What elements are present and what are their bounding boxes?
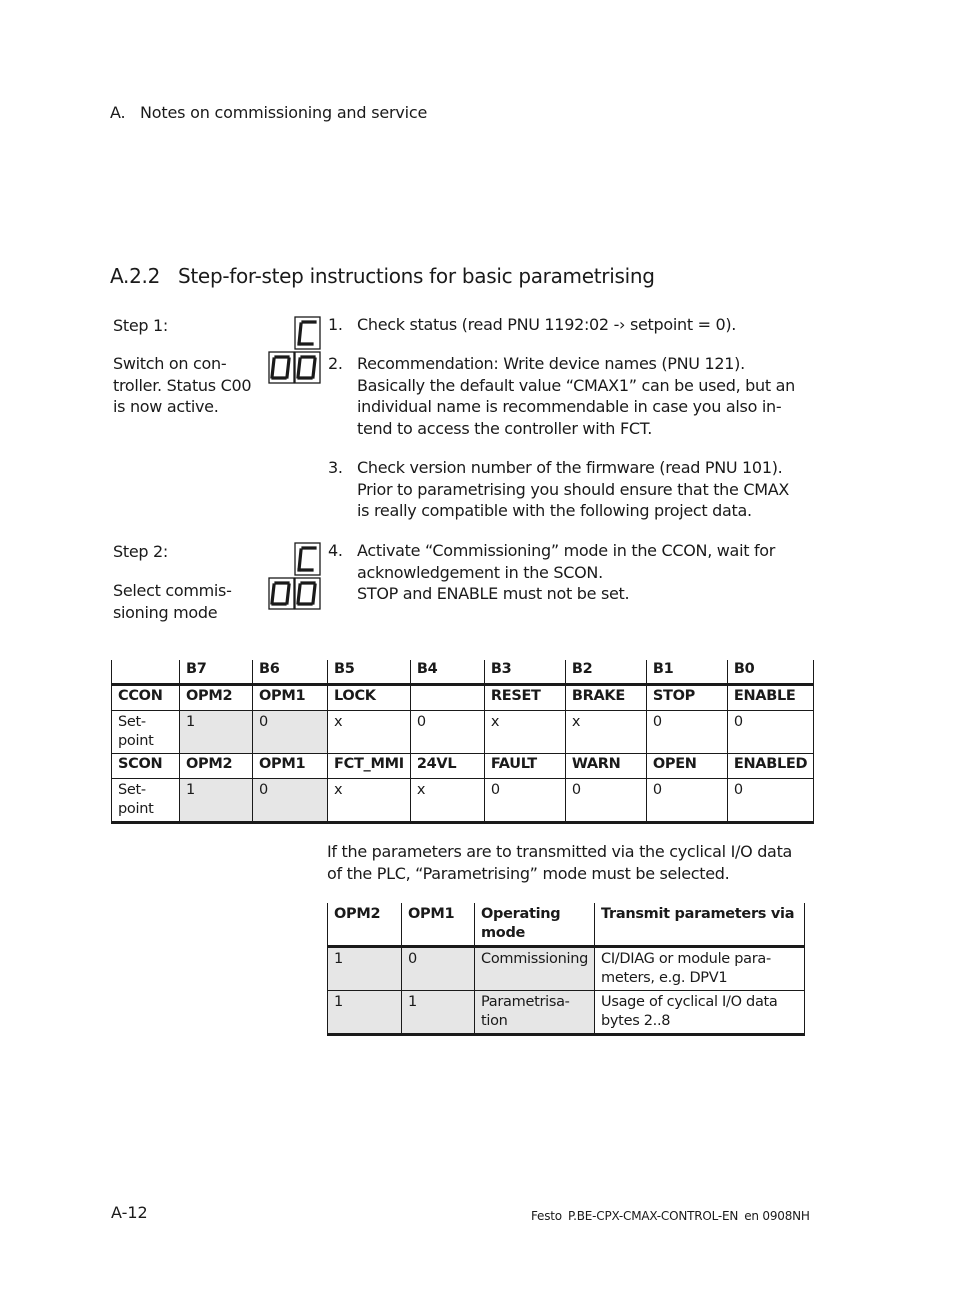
table-header-row: OPM2 OPM1 Operating mode Transmit parameters via bbox=[328, 903, 805, 947]
table-row: CCON OPM2 OPM1 LOCK RESET BRAKE STOP ENABLE bbox=[112, 685, 814, 711]
running-header bbox=[110, 103, 427, 122]
chapter-title: Notes on commissioning and service bbox=[140, 103, 428, 122]
operating-mode-table bbox=[327, 903, 805, 1036]
instruction-item-3: 3. Check version number of the firmware (read PNU 101). Prior to parametrising you should ensure that the CMAX is really compatible with the following project data. bbox=[328, 458, 790, 521]
instruction-item-1: 1. Check status (read PNU 1192:02 -› setpoint = 0). bbox=[328, 315, 737, 334]
table-row: Set- point 1 0 x x 0 0 0 0 bbox=[112, 779, 814, 823]
table-row: 1 1 Parametrisa- tion Usage of cyclical I/O data bytes 2..8 bbox=[328, 991, 805, 1035]
section-number: A.2.2 bbox=[110, 264, 160, 288]
section-title: Step-for-step instructions for basic parametrising bbox=[178, 264, 655, 288]
step1-description: Switch on con- troller. Status C00 is now active. bbox=[113, 354, 252, 417]
status-display-icon bbox=[268, 542, 322, 610]
control-bits-table bbox=[111, 660, 814, 824]
status-display-icon bbox=[268, 316, 322, 384]
table-row: SCON OPM2 OPM1 FCT_MMI 24VL FAULT WARN OPEN ENABLED bbox=[112, 754, 814, 779]
document-reference: Festo P.BE-CPX-CMAX-CONTROL-EN en 0908NH bbox=[531, 1209, 810, 1223]
parametrising-note: If the parameters are to transmitted via the cyclical I/O data of the PLC, “Parametrising” mode must be selected. bbox=[327, 842, 793, 883]
step2-label: Step 2: bbox=[113, 542, 168, 561]
table-header-row: B7 B6 B5 B4 B3 B2 B1 B0 bbox=[112, 660, 814, 685]
table-row: Set- point 1 0 x 0 x x 0 0 bbox=[112, 711, 814, 754]
section-heading bbox=[110, 264, 655, 288]
chapter-letter: A. bbox=[110, 103, 126, 122]
step1-label: Step 1: bbox=[113, 316, 168, 335]
step2-description: Select commis- sioning mode bbox=[113, 581, 232, 622]
table-row: 1 0 Commissioning CI/DIAG or module para- meters, e.g. DPV1 bbox=[328, 947, 805, 991]
instruction-item-4: 4. Activate “Commissioning” mode in the CCON, wait for acknowledgement in the SCON. STOP and ENABLE must not be set. bbox=[328, 541, 776, 604]
instruction-item-2: 2. Recommendation: Write device names (PNU 121). Basically the default value “CMAX1” can be used, but an individual name is recommendable in case you also in- tend to access the controller with FCT. bbox=[328, 354, 795, 439]
page-number: A-12 bbox=[111, 1203, 148, 1222]
